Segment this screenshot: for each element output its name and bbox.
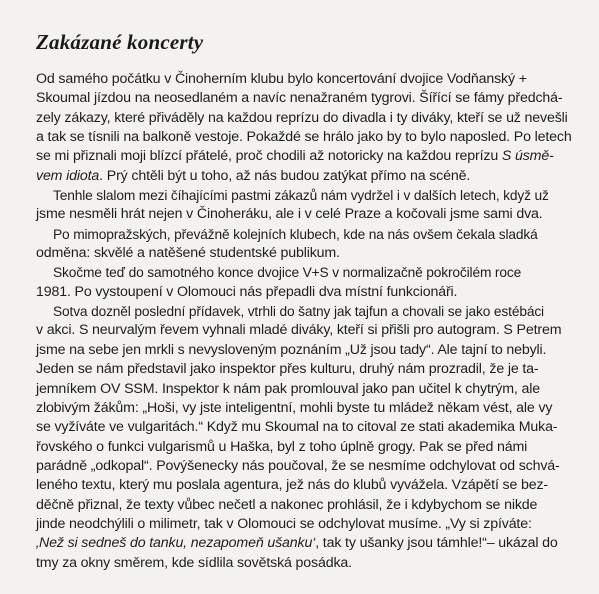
text-span: Sotva dozněl poslední přídavek, vtrhli do šatny jak tajfun a chovali se jako estébáci — [53, 304, 544, 320]
text-line — [36, 283, 576, 302]
text-line — [36, 476, 576, 495]
text-span: se vyžíváte ve vulgaritách.“ Když mu Skoumal na to citoval ze stati akademika Muka- — [36, 419, 558, 436]
text-line — [36, 457, 576, 476]
text-line — [36, 70, 576, 89]
text-line — [36, 147, 576, 166]
text-span: Jeden se nám představil jako inspektor přes kulturu, druhý nám prozradil, že je ta- — [36, 361, 539, 378]
italic-text: ‚Než si sedneš do tanku, nezapomeň ušanku‘ — [36, 535, 316, 552]
italic-text: vem idiota — [36, 167, 100, 184]
italic-text: S úsmě- — [501, 148, 554, 165]
text-span: parádně „odkopal“. Povýšenecky nás poučoval, že se nesmíme odchylovat od schvá- — [36, 457, 560, 474]
text-line — [36, 438, 576, 457]
text-span: Skočme teď do samotného konce dvojice V+S v normalizačně pokročilém roce — [53, 265, 522, 281]
text-line — [36, 186, 576, 205]
text-line — [36, 360, 576, 379]
text-line — [36, 128, 576, 147]
text-line — [36, 263, 576, 282]
text-line — [36, 341, 576, 360]
text-line — [36, 399, 576, 418]
text-span: jemníkem OV SSM. Inspektor k nám pak promlouval jako pan učitel k chytrým, ale — [36, 380, 540, 397]
text-span: v akci. S neurvalým řevem vyhnali mladé diváky, kteří si přišli pro autogram. S Petrem — [36, 322, 562, 339]
text-span: Skoumal jízdou na neosedlaném a navíc nenažraném tygrovi. Šířící se fámy předchá- — [36, 90, 563, 107]
body-text — [36, 70, 576, 573]
text-span: . Prý chtěli být u toho, až nás budou zatýkat přímo na scéně. — [99, 167, 471, 184]
text-span: a tak se tísnili na balkoně vestoje. Pokaždé se hrálo jako by to bylo naposled. Po letech — [36, 129, 572, 146]
text-span: zlobivým žákům: „Hoši, vy jste inteligentní, mohli byste tu mládež někam vést, ale vy — [36, 399, 553, 416]
text-span: se mi přiznali moji blízcí přátelé, proč chodili až notoricky na každou reprízu — [36, 148, 502, 165]
text-span: Od samého počátku v Činoherním klubu bylo koncertování dvojice Vodňanský + — [36, 71, 527, 87]
text-line — [36, 205, 576, 224]
text-span: jinde neodchýlili o milimetr, tak v Olomouci se odchylovat musíme. „Vy si zpíváte: — [36, 515, 532, 532]
text-span: 1981. Po vystoupení v Olomouci nás přepadli dva místní funkcionáři. — [36, 283, 458, 300]
text-line — [36, 89, 576, 108]
text-span: leného textu, který mu poslala agentura, jež nás do klubů vyvážela. Vzápětí se bez- — [36, 477, 549, 494]
text-span: tmy za okny směrem, kde sídlila sovětská posádka. — [36, 554, 352, 571]
text-line — [36, 109, 576, 128]
text-span: Po mimopražských, převážně kolejních klubech, kde na nás ovšem čekala sladká — [53, 226, 538, 242]
text-line — [36, 534, 576, 553]
text-span: jsme na sebe jen mrkli s nevysloveným poznáním „Už jsou tady“. Ale tajní to nebyli. — [36, 341, 547, 358]
text-line — [36, 225, 576, 244]
text-span: jsme nesměli hrát nejen v Činoheráku, ale i v celé Praze a kočovali jsme sami dva. — [36, 206, 543, 223]
text-line — [36, 244, 576, 263]
text-line — [36, 302, 576, 321]
text-line — [36, 515, 576, 534]
text-span: děčně přiznal, že texty vůbec nečetl a nakonec prohlásil, že i kdybychom se nikde — [36, 496, 538, 513]
text-span: řovského o funkci vulgarismů u Haška, byl z toho úplně grogy. Pak se před námi — [36, 438, 528, 455]
text-span: Tenhle slalom mezi číhajícími pastmi zákazů nám vydržel i v dalších letech, když už — [53, 188, 549, 204]
text-line — [36, 321, 576, 340]
text-span: zely zákazy, které přiváděly na každou reprízu do divadla i ty diváky, kteří se už nevešli — [36, 109, 568, 126]
text-line — [36, 380, 576, 399]
page-title: Zakázané koncerty — [36, 30, 204, 54]
text-span: odměna: skvělé a natěšené studentské publikum. — [36, 245, 340, 262]
text-line — [36, 418, 576, 437]
text-span: , tak ty ušanky jsou támhle!“– ukázal do — [315, 535, 558, 552]
text-line — [36, 167, 576, 186]
text-line — [36, 554, 576, 573]
text-line — [36, 496, 576, 515]
